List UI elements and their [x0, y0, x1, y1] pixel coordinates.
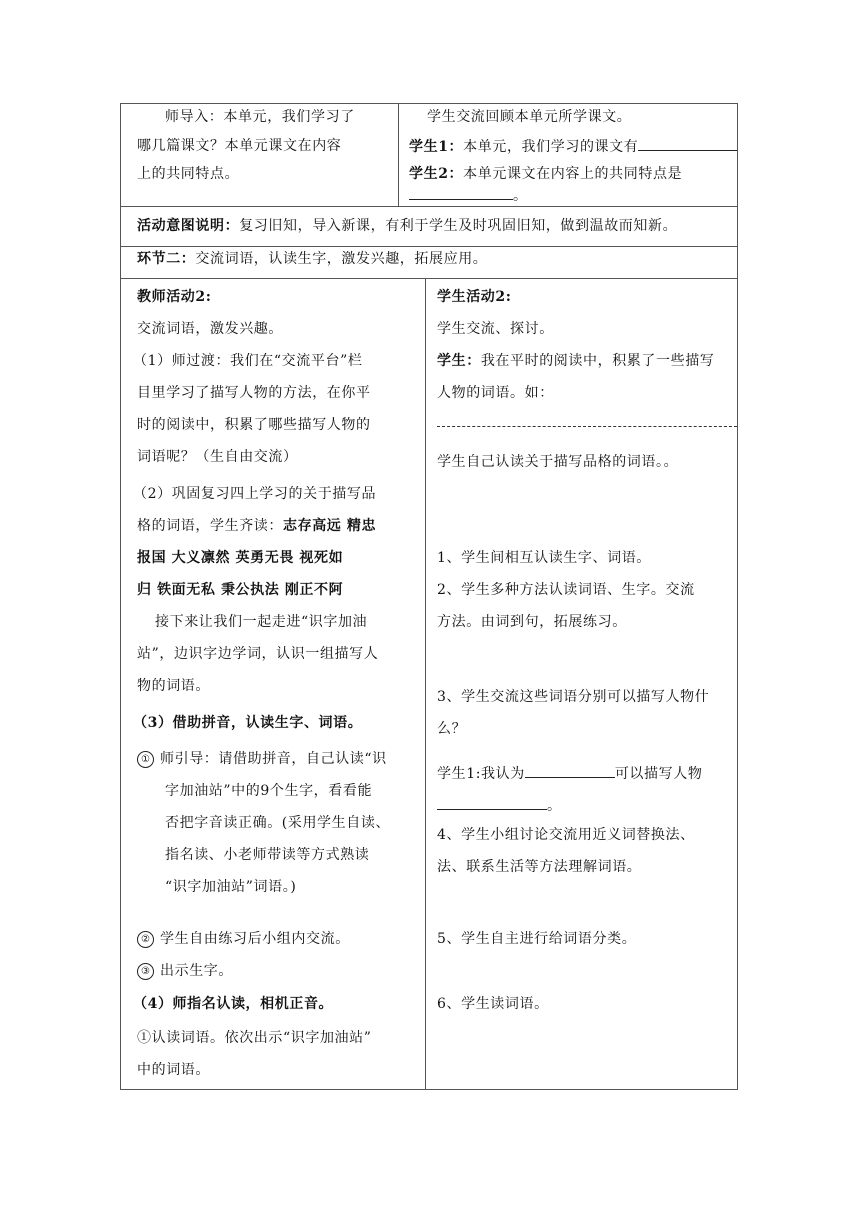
teacher-line	[137, 749, 387, 769]
teacher-line: ①认读词语。依次出示“识字加油站”	[137, 1030, 372, 1046]
teacher-intro-line: 哪几篇课文？本单元课文在内容	[137, 138, 342, 154]
student2-answer	[409, 164, 682, 184]
period: 。	[547, 798, 562, 814]
student-line	[437, 763, 702, 784]
student-line: 方法。由词到句，拓展练习。	[437, 614, 627, 630]
student2-label: 学生2：	[409, 166, 464, 182]
teacher-line: 否把字音读正确。(采用学生自读、	[165, 815, 391, 831]
teacher-line: 中的词语。	[137, 1062, 210, 1078]
teacher-line	[137, 516, 376, 536]
student1-text: 本单元，我们学习的课文有	[463, 139, 639, 155]
student-line: 5、学生自主进行给词语分类。	[437, 931, 637, 947]
vocab-words: 归 铁面无私 秉公执法 刚正不阿	[137, 582, 344, 598]
teacher-line: 交流词语，激发兴趣。	[137, 321, 283, 337]
teacher-line: （1）师过渡：我们在“交流平台”栏	[133, 353, 363, 369]
teacher-line: 字加油站”中的9个生字，看看能	[165, 783, 373, 799]
teacher-line: 接下来让我们一起走进“识字加油	[155, 614, 368, 630]
answer-blank[interactable]	[437, 795, 547, 810]
student-line-part: 我在平时的阅读中，积累了一些描写	[480, 353, 715, 369]
teacher-line-part: 师引导：请借助拼音，自己认读“识	[160, 751, 387, 767]
teacher-line-part: 学生自由练习后小组内交流。	[160, 931, 350, 947]
teacher-line: 目里学习了描写人物的方法，在你平	[137, 385, 371, 401]
teacher-line: 指名读、小老师带读等方式熟读	[165, 847, 370, 863]
student-label: 学生：	[437, 353, 481, 369]
student-line: 3、学生交流这些词语分别可以描写人物什	[437, 689, 710, 705]
teacher-line: “识字加油站”词语。)	[165, 879, 297, 895]
student-line: 法、联系生活等方法理解词语。	[437, 859, 642, 875]
student2-answer-line2	[409, 185, 528, 206]
column-divider	[425, 278, 426, 1089]
circled-number-icon: ①	[137, 751, 154, 768]
teacher-subheading: （4）师指名认读，相机正音。	[133, 996, 334, 1012]
period: 。	[513, 188, 528, 204]
lesson-plan-table	[120, 103, 738, 1090]
circled-number-icon: ③	[137, 963, 154, 980]
student-line: 么？	[437, 721, 467, 737]
answer-blank[interactable]	[525, 763, 615, 778]
student-line: 学生自己认读关于描写品格的词语。。	[437, 454, 679, 470]
student-intro: 学生交流回顾本单元所学课文。	[427, 109, 632, 125]
teacher-line: 时的阅读中，积累了哪些描写人物的	[137, 417, 371, 433]
teacher-line	[137, 929, 350, 949]
teacher-line: 物的词语。	[137, 678, 210, 694]
row-divider	[121, 278, 737, 279]
circled-number-icon: ②	[137, 931, 154, 948]
row-divider	[121, 206, 737, 207]
teacher-line-part: 出示生字。	[160, 963, 233, 979]
row-divider	[121, 246, 737, 247]
teacher-line: （2）巩固复习四上学习的关于描写品	[133, 486, 377, 502]
teacher-intro-line: 上的共同特点。	[137, 166, 240, 182]
student-line	[437, 351, 714, 371]
teacher-line	[137, 961, 233, 981]
teacher-line: 词语呢？（生自由交流）	[137, 449, 298, 465]
teacher-activity-title: 教师活动2:	[137, 289, 212, 305]
vocab-words: 志存高远 精忠	[283, 518, 377, 534]
student-line: 4、学生小组讨论交流用近义词替换法、	[437, 827, 695, 843]
student-line-part: 可以描写人物	[614, 766, 703, 782]
teacher-subheading: （3）借助拼音，认读生字、词语。	[133, 715, 363, 731]
table-border-top	[121, 103, 737, 104]
step-two-label: 环节二：	[137, 251, 196, 267]
student1-answer	[409, 136, 738, 157]
student2-text: 本单元课文在内容上的共同特点是	[463, 166, 683, 182]
student-activity-title: 学生活动2:	[437, 289, 512, 305]
vocab-words: 报国 大义凛然 英勇无畏 视死如	[137, 550, 344, 566]
intent-text: 复习旧知，导入新课，有利于学生及时巩固旧知，做到温故而知新。	[239, 218, 678, 234]
student-line: 人物的词语。如：	[437, 385, 554, 401]
answer-dashed-line	[437, 426, 737, 427]
student-line	[437, 795, 562, 816]
answer-blank[interactable]	[409, 185, 513, 200]
student-line: 6、学生读词语。	[437, 996, 549, 1012]
step-two	[137, 249, 487, 269]
teacher-line: 站”，边识字边学词，认识一组描写人	[137, 646, 379, 662]
student1-label: 学生1：	[409, 139, 464, 155]
activity-intent	[137, 216, 677, 236]
student-line: 学生交流、探讨。	[437, 321, 554, 337]
column-divider	[398, 103, 399, 206]
step-two-text: 交流词语，认读生字，激发兴趣，拓展应用。	[195, 251, 488, 267]
student-line: 1、学生间相互认读生字、词语。	[437, 550, 651, 566]
intent-label: 活动意图说明：	[137, 218, 240, 234]
answer-blank[interactable]	[638, 136, 738, 151]
teacher-line-part: 格的词语，学生齐读：	[137, 518, 283, 534]
student-line-part: 学生1:我认为	[437, 766, 525, 782]
teacher-intro-line: 师导入：本单元，我们学习了	[165, 109, 355, 125]
student-line: 2、学生多种方法认读词语、生字。交流	[437, 582, 695, 598]
